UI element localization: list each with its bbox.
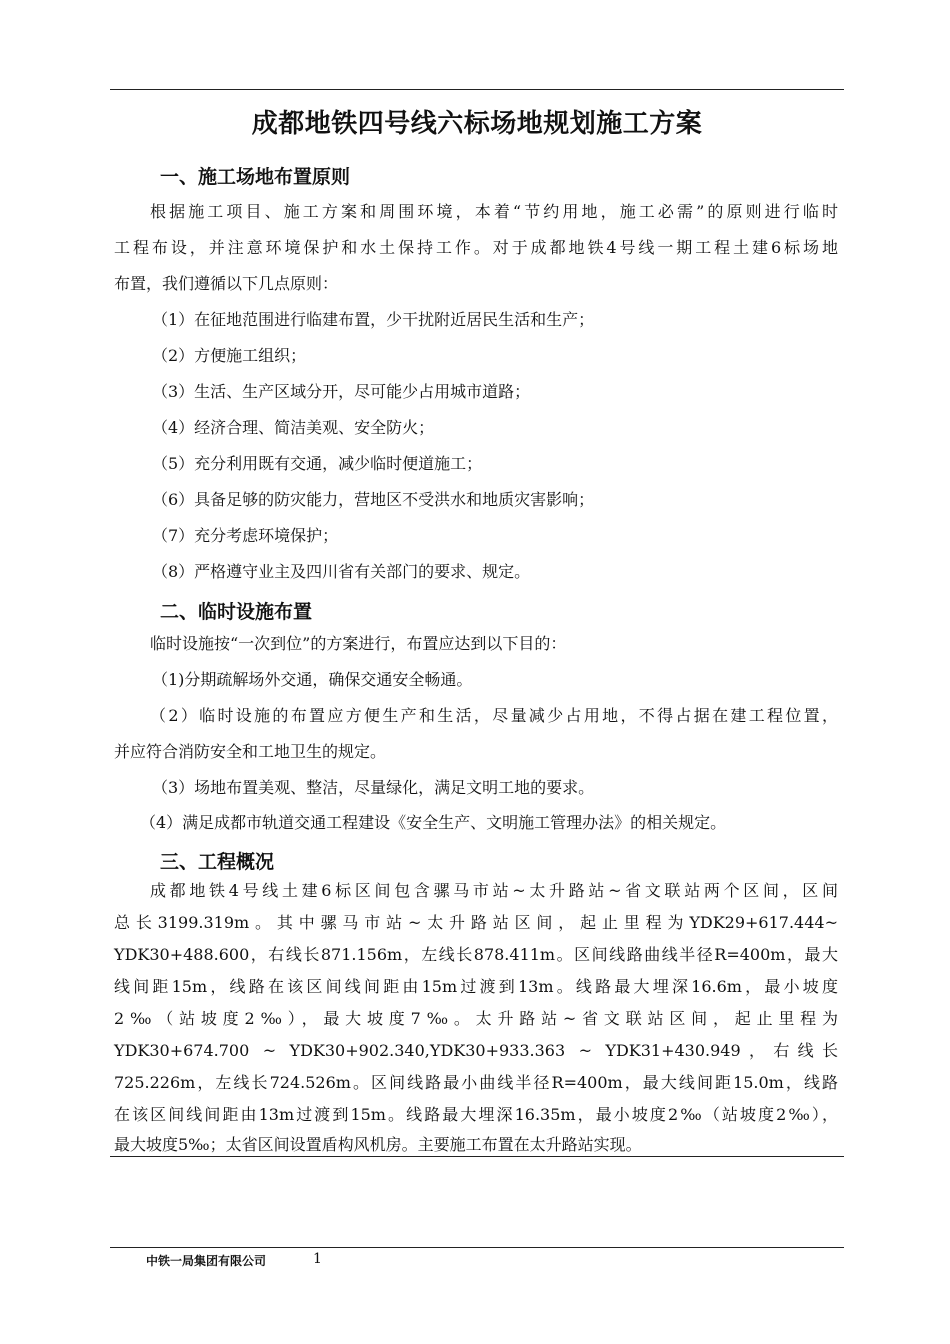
paragraph-line: 并应符合消防安全和工地卫生的规定。 (114, 742, 387, 761)
list-item: （4）满足成都市轨道交通工程建设《安全生产、文明施工管理办法》的相关规定。 (140, 813, 727, 832)
paragraph-line: 成都地铁4号线土建6标区间包含骡马市站~太升路站~省文联站两个区间，区间 (150, 881, 838, 900)
list-item: （1)分期疏解场外交通，确保交通安全畅通。 (152, 670, 473, 689)
document-title: 成都地铁四号线六标场地规划施工方案 (251, 109, 703, 139)
paragraph-line: 总长3199.319m。其中骡马市站~太升路站区间，起止里程为YDK29+617.444~ (114, 913, 838, 932)
list-item: （3）场地布置美观、整洁，尽量绿化，满足文明工地的要求。 (152, 778, 595, 797)
list-item: （4）经济合理、简洁美观、安全防火； (152, 418, 435, 437)
header-rule (110, 89, 844, 90)
page-number: 1 (313, 1251, 322, 1267)
paragraph-line: 最大坡度5‰；太省区间设置盾构风机房。主要施工布置在太升路站实现。 (114, 1135, 642, 1154)
paragraph-line: 根据施工项目、施工方案和周围环境，本着“节约用地，施工必需”的原则进行临时 (150, 202, 838, 221)
list-item: （7）充分考虑环境保护； (152, 526, 339, 545)
list-item: （2）临时设施的布置应方便生产和生活，尽量减少占用地，不得占据在建工程位置， (150, 706, 838, 725)
list-item: （1）在征地范围进行临建布置，少干扰附近居民生活和生产； (152, 310, 595, 329)
list-item: （2）方便施工组织； (152, 346, 307, 365)
footer-rule (110, 1247, 844, 1248)
list-item: （8）严格遵守业主及四川省有关部门的要求、规定。 (152, 562, 531, 581)
paragraph-line: 布置，我们遵循以下几点原则： (114, 274, 339, 293)
content-end-rule (110, 1156, 844, 1157)
list-item: （5）充分利用既有交通，减少临时便道施工； (152, 454, 483, 473)
section-heading-2: 二、临时设施布置 (160, 601, 313, 623)
paragraph-line: 临时设施按“一次到位”的方案进行，布置应达到以下目的： (150, 634, 567, 653)
list-item: （6）具备足够的防灾能力，营地区不受洪水和地质灾害影响； (152, 490, 595, 509)
paragraph-line: 725.226m，左线长724.526m。区间线路最小曲线半径R=400m，最大线间距15.0m，线路 (114, 1073, 838, 1092)
list-item: （3）生活、生产区域分开，尽可能少占用城市道路； (152, 382, 531, 401)
section-heading-1: 一、施工场地布置原则 (160, 166, 351, 188)
section-heading-3: 三、工程概况 (160, 851, 275, 873)
paragraph-line: 在该区间线间距由13m过渡到15m。线路最大埋深16.35m，最小坡度2‰（站坡度2‰）， (114, 1105, 838, 1124)
paragraph-line: YDK30+488.600，右线长871.156m，左线长878.411m。区间线路曲线半径R=400m，最大 (114, 945, 838, 964)
paragraph-line: 工程布设，并注意环境保护和水土保持工作。对于成都地铁4号线一期工程土建6标场地 (114, 238, 838, 257)
paragraph-line: 线间距15m，线路在该区间线间距由15m过渡到13m。线路最大埋深16.6m，最小坡度 (114, 977, 838, 996)
paragraph-line: YDK30+674.700 ~ YDK30+902.340,YDK30+933.363 ~ YDK31+430.949，右线长 (114, 1041, 838, 1060)
footer-company: 中铁一局集团有限公司 (146, 1254, 267, 1268)
paragraph-line: 2‰（站坡度2‰），最大坡度7‰。太升路站~省文联站区间，起止里程为 (114, 1009, 838, 1028)
